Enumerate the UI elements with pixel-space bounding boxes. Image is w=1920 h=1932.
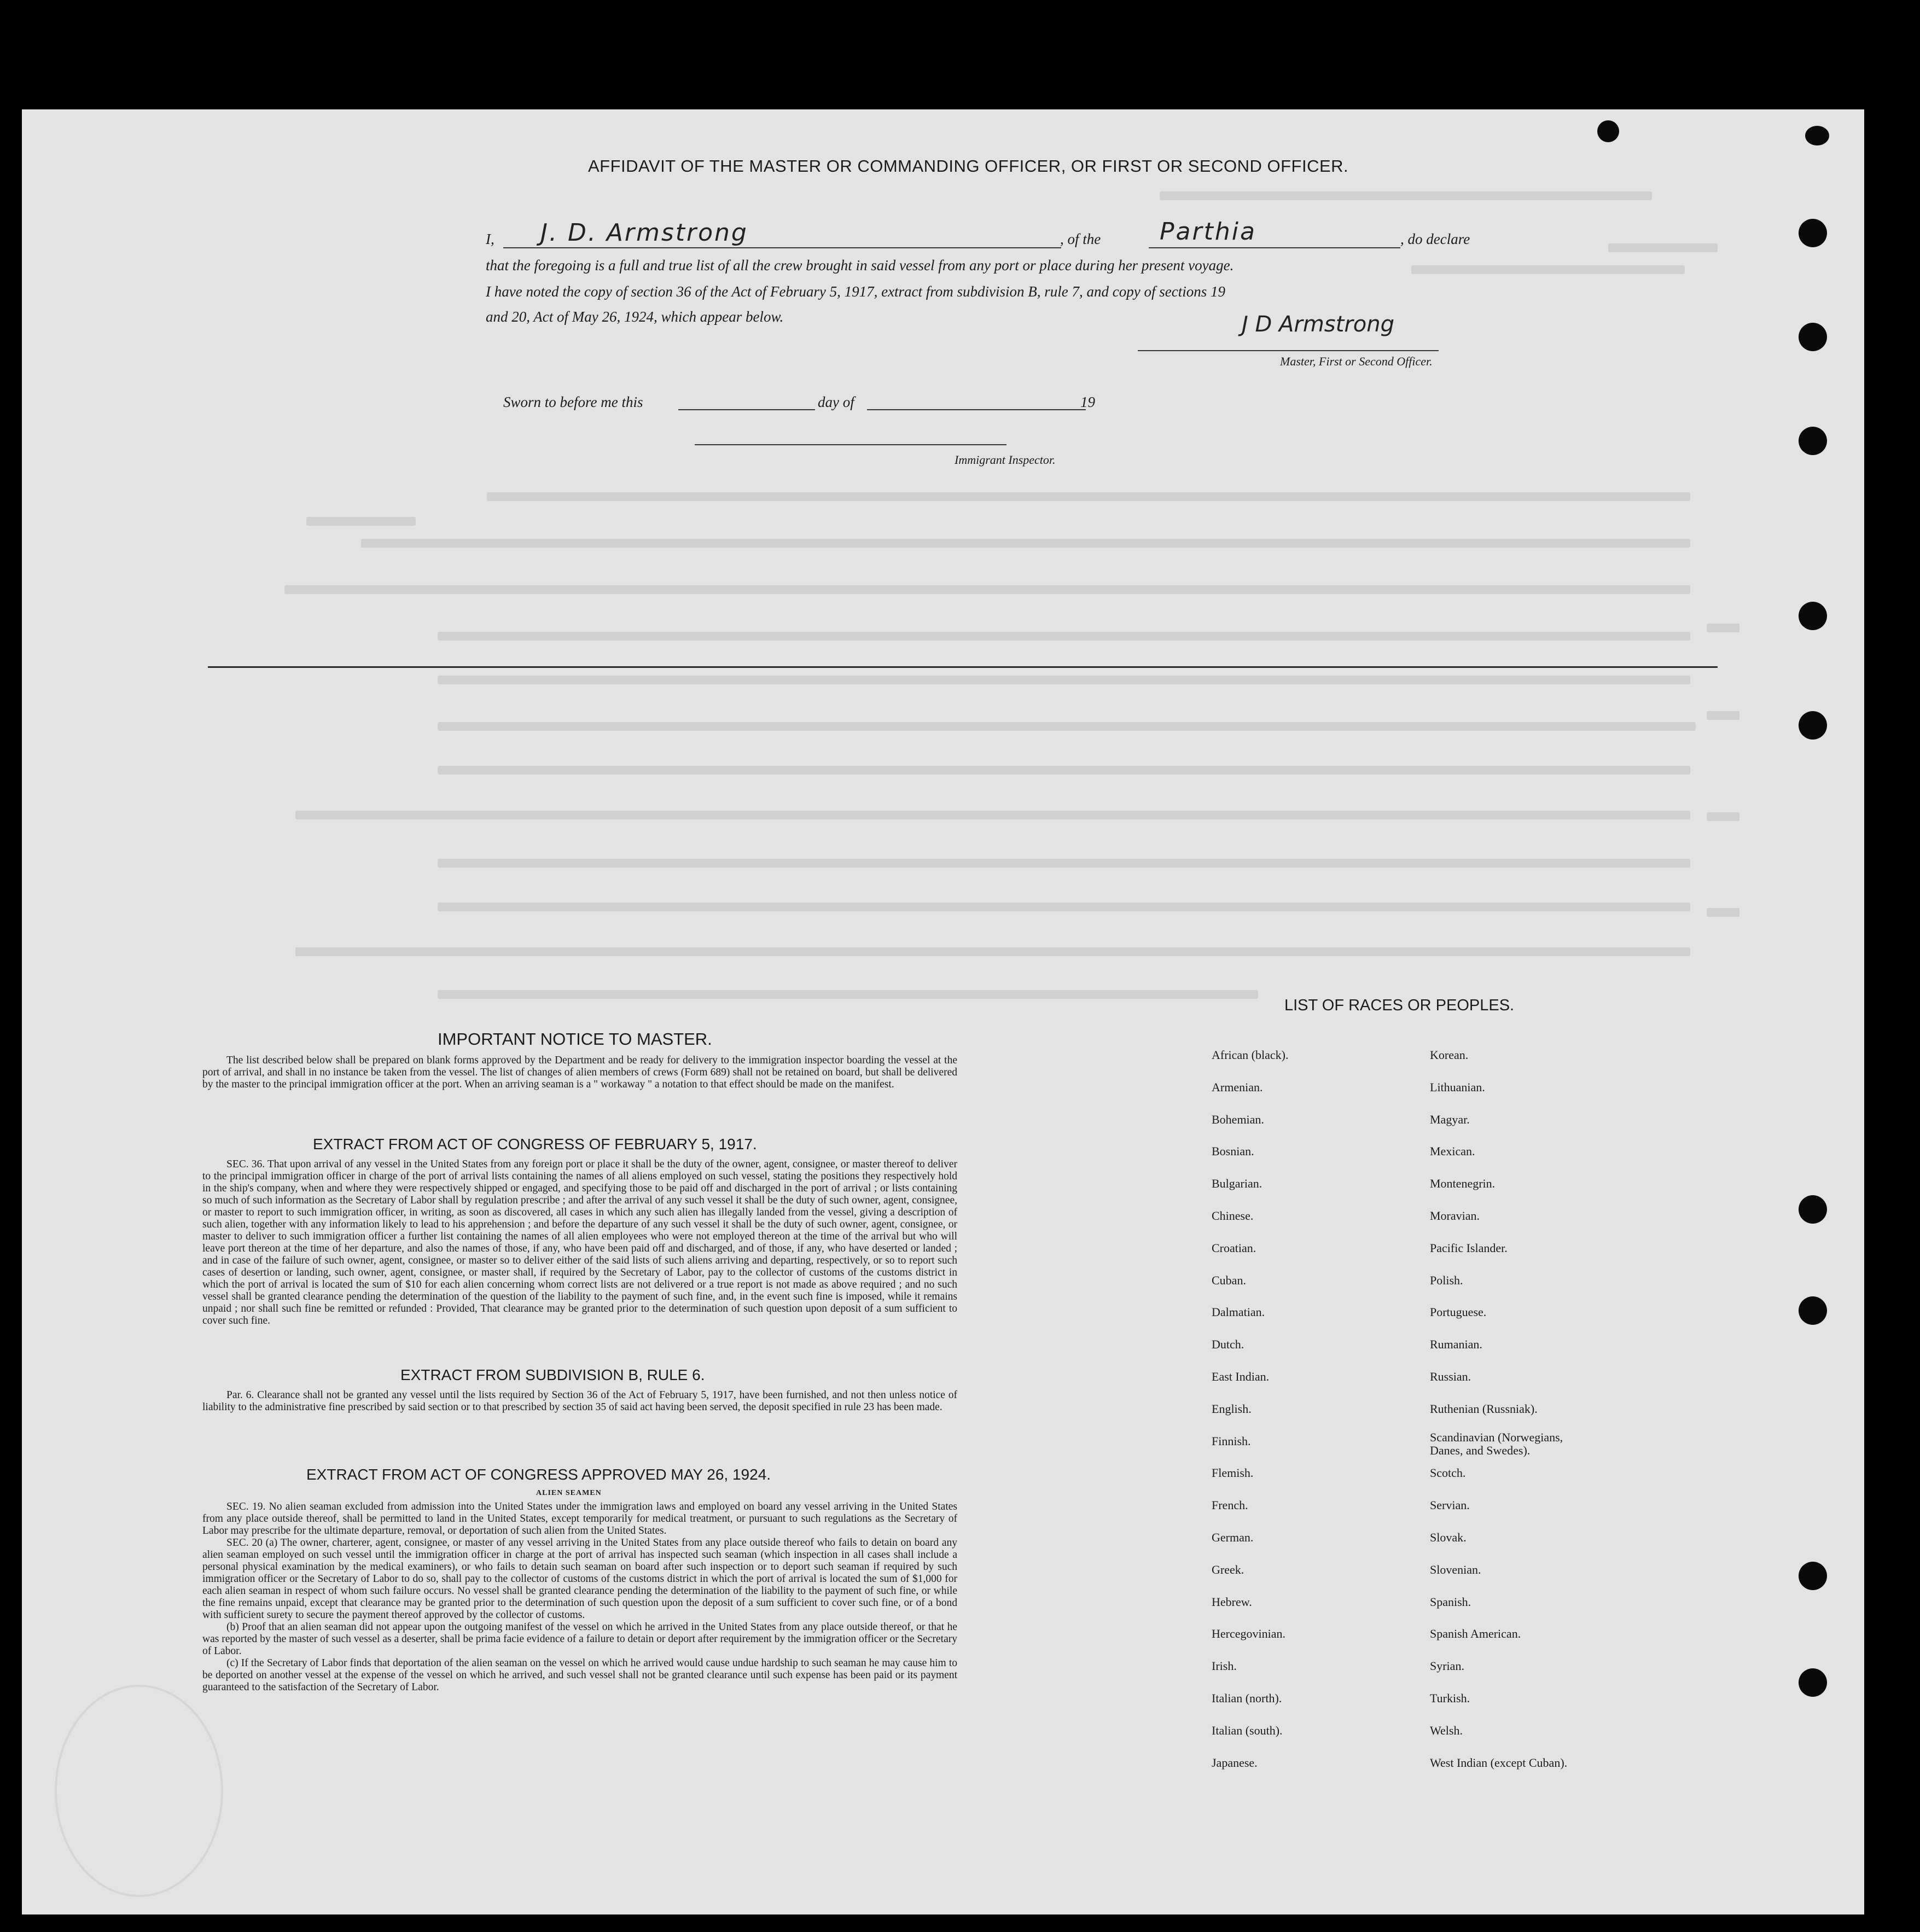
race-item: Cuban. (1212, 1273, 1246, 1287)
master-signature: J D Armstrong (1242, 312, 1394, 337)
race-item: East Indian. (1212, 1370, 1270, 1383)
race-item: Montenegrin. (1430, 1177, 1496, 1191)
notice-title: IMPORTANT NOTICE TO MASTER. (438, 1029, 712, 1049)
sec-20c-text: (c) If the Secretary of Labor finds that deportation of the alien seaman on the vessel on which he arrived would cause undue hardship to such seaman he may cause him to be deported on another vessel at the expense of the vessel on which he arrived, and such vessel shall not be granted clearance until such expense has been paid or its payment guaranteed to the satisfaction of the Secretary of Labor. (202, 1657, 957, 1693)
race-item: Russian. (1430, 1370, 1471, 1383)
race-item: Lithuanian. (1430, 1080, 1485, 1094)
race-item: Syrian. (1430, 1659, 1464, 1673)
punch-hole (1799, 1668, 1827, 1697)
race-item: Irish. (1212, 1659, 1237, 1673)
affidavit-line-3: I have noted the copy of section 36 of the Act of February 5, 1917, extract from subdivision B, rule 7, and copy of sections 19 (486, 283, 1225, 300)
race-item: Magyar. (1430, 1112, 1470, 1126)
rule-6-text (202, 1389, 957, 1413)
extract-1917-text (202, 1159, 957, 1327)
race-item: Scandinavian (Norwegians, Danes, and Swedes). (1430, 1430, 1563, 1457)
race-item: Scotch. (1430, 1466, 1466, 1480)
race-item: Hebrew. (1212, 1595, 1252, 1609)
affidavit-line-2: that the foregoing is a full and true list of all the crew brought in said vessel from any port or place during her present voyage. (486, 257, 1234, 273)
race-item: Spanish. (1430, 1595, 1471, 1609)
signature-caption: Master, First or Second Officer. (1280, 354, 1433, 368)
race-item: French. (1212, 1498, 1248, 1512)
extract-1917-title: EXTRACT FROM ACT OF CONGRESS OF FEBRUARY 5, 1917. (313, 1136, 757, 1153)
race-item: Servian. (1430, 1498, 1470, 1512)
race-item: Portuguese. (1430, 1305, 1487, 1319)
race-item: Slovak. (1430, 1531, 1467, 1544)
punch-hole (1799, 602, 1827, 630)
punch-hole (1799, 323, 1827, 351)
document-page (22, 109, 1864, 1914)
strike-through-line (208, 666, 1718, 668)
sec-20b-text: (b) Proof that an alien seaman did not appear upon the outgoing manifest of the vessel on which he arrived in the United States from any place outside thereof, or that he was reported by the master of such vessel as a deserter, shall be prima facie evidence of a failure to detain or deport after requirement by the immigration officer or the Secretary of Labor. (202, 1621, 957, 1657)
race-item: Spanish American. (1430, 1627, 1521, 1641)
race-item: West Indian (except Cuban). (1430, 1755, 1568, 1770)
affidavit-title: AFFIDAVIT OF THE MASTER OR COMMANDING OFFICER, OR FIRST OR SECOND OFFICER. (588, 156, 1349, 176)
punch-hole (1805, 126, 1829, 146)
race-item: Armenian. (1212, 1080, 1263, 1094)
year-label: 19 (1080, 394, 1095, 410)
race-item: Korean. (1430, 1048, 1469, 1062)
officer-name-handwritten: J. D. Armstrong (540, 219, 748, 247)
race-item: Ruthenian (Russniak). (1430, 1401, 1538, 1416)
race-item: Chinese. (1212, 1209, 1254, 1223)
affidavit-do-declare: , do declare (1400, 231, 1470, 247)
race-item: Slovenian. (1430, 1562, 1481, 1576)
race-item: Turkish. (1430, 1691, 1470, 1705)
race-item: Greek. (1212, 1562, 1244, 1576)
embossed-seal (55, 1685, 223, 1897)
race-item: Hercegovinian. (1212, 1627, 1285, 1641)
extract-1917-body: SEC. 36. That upon arrival of any vessel in the United States from any foreign port or place it shall be the duty of the owner, agent, consignee, or master thereof to deliver to the principal immigration officer in charge of the port of arrival lists containing the names of all aliens employed on such vessel, stating the positions they respectively hold in the ship's company, when and where they were respectively shipped or engaged, and specifying those to be paid off and discharged in the port of arrival ; or lists containing so much of such information as the Secretary of Labor shall by regulation prescribe ; and after the arrival of any such vessel it shall be the duty of such owner, agent, consignee, or master to report to such immigration officer, in writing, as soon as discovered, all cases in which any such alien has illegally landed from the vessel, giving a description of such alien, together with any information likely to lead to his apprehension ; and before the departure of any such vessel it shall be the duty of such owner, agent, consignee, or master to deliver to such immigration officer a further list containing the names of all alien employees who were not employed thereon at the time of the arrival but who will leave port thereon at the time of her departure, and also the names of those, if any, who have been paid off and discharged, and of those, if any, who have deserted or landed ; and in case of the failure of such owner, agent, consignee, or master so to deliver either of the said lists of such aliens arriving and departing, respectively, or so to report such cases of desertion or landing, such owner, agent, consignee, or master shall, if required by the Secretary of Labor, pay to the collector of customs of the customs district in which the port of arrival is located the sum of $10 for each alien concerning whom correct lists are not delivered or a true report is not made as above required ; and no such vessel shall be granted clearance pending the determination of the question of the liability to the payment of such fine, and, in the event such fine is imposed, while it remains unpaid ; nor shall such fine be remitted or refunded : Provided, That clearance may be granted prior to the determination of such question upon deposit of a sum sufficient to cover such fine. (202, 1159, 957, 1326)
race-item: Polish. (1430, 1273, 1463, 1287)
punch-hole (1597, 120, 1619, 142)
affidavit-of-the: , of the (1060, 231, 1101, 247)
race-item: Dutch. (1212, 1337, 1244, 1352)
punch-hole (1799, 219, 1827, 247)
alien-seamen-subtitle: ALIEN SEAMEN (536, 1489, 602, 1497)
race-item: Dalmatian. (1212, 1305, 1265, 1319)
race-item: Mexican. (1430, 1144, 1475, 1159)
inspector-caption: Immigrant Inspector. (955, 453, 1056, 467)
race-item: English. (1212, 1401, 1252, 1416)
race-item: German. (1212, 1531, 1254, 1544)
notice-text (202, 1055, 957, 1091)
sec-19-text: SEC. 19. No alien seaman excluded from admission into the United States under the immigration laws and employed on board any vessel arriving in the United States from any place outside thereof, shall be permitted to land in the United States, except temporarily for medical treatment, or pursuant to such regulations as the Secretary of Labor may prescribe for the ultimate departure, removal, or deportation of such alien from the United States. (202, 1501, 957, 1537)
race-item: Bohemian. (1212, 1112, 1264, 1126)
race-item: Japanese. (1212, 1755, 1258, 1770)
race-item: Finnish. (1212, 1434, 1251, 1448)
affidavit-i-label: I, (486, 231, 494, 247)
extract-1924-title: EXTRACT FROM ACT OF CONGRESS APPROVED MAY 26, 1924. (306, 1466, 771, 1483)
extract-1924-text (202, 1501, 957, 1694)
affidavit-line-4: and 20, Act of May 26, 1924, which appear below. (486, 309, 784, 325)
race-item: Moravian. (1430, 1209, 1480, 1223)
race-item: Italian (north). (1212, 1691, 1282, 1705)
day-of-label: day of (818, 394, 854, 410)
punch-hole (1799, 1195, 1827, 1224)
rule-6-body: Par. 6. Clearance shall not be granted any vessel until the lists required by Section 36 of the Act of February 5, 1917, have been furnished, and not then unless notice of liability to the administrative fine prescribed by said section or to that prescribed by section 35 of said act having been served, the deposit specified in rule 23 has been made. (202, 1389, 957, 1413)
ship-name-handwritten: Parthia (1160, 218, 1256, 246)
race-item: Flemish. (1212, 1466, 1254, 1480)
punch-hole (1799, 1296, 1827, 1325)
punch-hole (1799, 711, 1827, 740)
rule-6-title: EXTRACT FROM SUBDIVISION B, RULE 6. (400, 1366, 705, 1383)
race-item: African (black). (1212, 1048, 1289, 1062)
notice-body: The list described below shall be prepared on blank forms approved by the Department and be ready for delivery to the immigration inspector boarding the vessel at the port of arrival, and shall in no instance be taken from the vessel. The list of changes of alien members of crews (Form 689) shall not be retained on board, but shall be delivered by the master to the principal immigration officer at the port. When an arriving seaman is a " workaway " a notation to that effect should be made on the manifest. (202, 1055, 957, 1090)
races-title: LIST OF RACES OR PEOPLES. (1284, 997, 1515, 1014)
race-item: Croatian. (1212, 1241, 1256, 1255)
race-item: Rumanian. (1430, 1337, 1482, 1352)
punch-hole (1799, 427, 1827, 455)
punch-hole (1799, 1562, 1827, 1590)
race-item: Italian (south). (1212, 1723, 1283, 1737)
race-item: Welsh. (1430, 1723, 1463, 1737)
race-item: Bosnian. (1212, 1144, 1254, 1159)
sworn-before-label: Sworn to before me this (503, 394, 643, 410)
race-item: Pacific Islander. (1430, 1241, 1508, 1255)
race-item: Bulgarian. (1212, 1177, 1262, 1191)
sec-20a-text: SEC. 20 (a) The owner, charterer, agent, consignee, or master of any vessel arriving in the United States from any place outside thereof who fails to detain on board any alien seaman employed on such vessel until the immigration officer in charge at the port of arrival has inspected such seaman (which inspection in all cases shall include a personal physical examination by the medical examiners), or who fails to detain such seaman on board after such inspection or to deport such seaman if required by such immigration officer or the Secretary of Labor to do so, shall pay to the collector of customs of the customs district in which the port of arrival is located the sum of $1,000 for each alien seaman in respect of whom such failure occurs. No vessel shall be granted clearance pending the determination of the liability to the payment of such fine, or while the fine remains unpaid, except that clearance may be granted prior to the determination of such question upon the deposit of a sum sufficient to cover such fine, or of a bond with sufficient surety to secure the payment thereof approved by the collector of customs. (202, 1537, 957, 1621)
